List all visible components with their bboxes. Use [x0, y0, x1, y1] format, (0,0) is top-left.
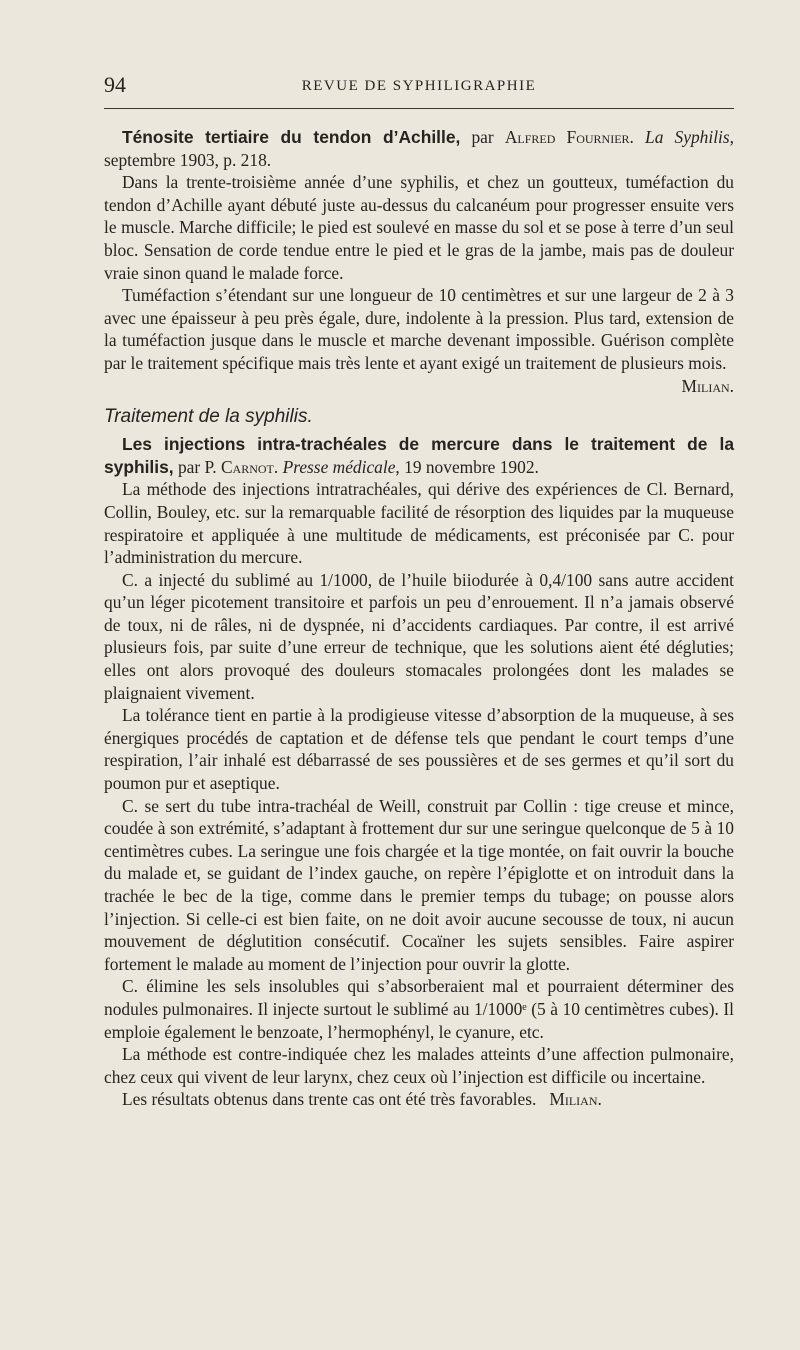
article-2-title: Les injections intra-trachéales de mercure dans le traitement de la syphilis, — [104, 434, 734, 477]
article-1-author: Alfred Fournier — [504, 127, 630, 147]
article-1-signature: Milian. — [681, 375, 734, 396]
article-2-heading — [104, 433, 734, 478]
header-rule — [104, 108, 734, 109]
article-2-by-end: . — [273, 456, 283, 477]
article-2-author: Carnot — [220, 456, 274, 477]
page-number: 94 — [104, 72, 126, 97]
article-1-title: Ténosite tertiaire du tendon d’Achille, — [122, 127, 461, 147]
page-body — [104, 126, 734, 1111]
article-1-heading: Ténosite tertiaire du tendon d’Achille, par Alfred Fournier. La Syphilis, septembre 1903, p. 218. — [104, 127, 734, 170]
article-2-signature: Milian. — [549, 1089, 602, 1110]
page-header — [104, 70, 734, 100]
article-2-paragraph-4: C. se sert du tube intra-trachéal de Weill, construit par Collin : tige creuse et mince, coudée à son extrémité, s’adaptant à frottement dur sur une seringue quelconque de 5 à 10 centimètres cubes. La seringue une fois chargée et la tige montée, on fait ouvrir la bouche du malade et, se guidant de l’index gauche, on repère l’épiglotte et on introduit dans la trachée le bec de la tige, comme dans le premier temps du tubage; on pousse alors l’injection. Si celle-ci est bien faite, on ne doit avoir aucune secousse de toux, ni aucun mouvement de déglutition consécutif. Cocaïner les sujets sensibles. Faire aspirer fortement le malade au moment de l’injection pour ouvrir la glotte. — [104, 795, 734, 974]
running-title: REVUE DE SYPHILIGRAPHIE — [301, 78, 537, 94]
article-2-journal: Presse médicale — [282, 456, 396, 477]
article-2-paragraph-5: C. élimine les sels insolubles qui s’absorberaient mal et pourraient déterminer des nodules pulmonaires. Il injecte surtout le sublimé au 1/1000ᵉ (5 à 10 centimètres cubes). Il emploie également le benzoate, l’hermophényl, le cyanure, etc. — [104, 976, 734, 1042]
article-2-citation: , 19 novembre 1902. — [395, 456, 539, 477]
section-heading: Traitement de la syphilis. — [104, 406, 313, 428]
article-2-paragraph-6: La méthode est contre-indiquée chez les malades atteints d’une affection pulmonaire, chez ceux qui vivent de leur larynx, chez ceux où l’injection est difficile ou incertaine. — [104, 1044, 734, 1087]
article-1-paragraph-2-text: Tuméfaction s’étendant sur une longueur de 10 centimètres et sur une largeur de 2 à 3 avec une épaisseur à peu près égale, dure, indolente à la pression. Plus tard, extension de la tuméfaction jusque dans le muscle et marche devenant impossible. Guérison complète par le traitement spécifique mais très lente et ayant exigé un traitement de plusieurs mois. — [104, 285, 734, 373]
article-1-paragraph-1: Dans la trente-troisième année d’une syphilis, et chez un goutteux, tuméfaction du tendon d’Achille ayant débuté juste au-dessus du calcanéum pour progresser ensuite vers le muscle. Marche difficile; le pied est soulevé en masse du sol et se pose à terre d’un seul bloc. Sensation de corde tendue entre le pied et le gras de la jambe, mais pas de douleur vraie sinon quand le malade force. — [104, 172, 734, 283]
article-2-paragraph-3: La tolérance tient en partie à la prodigieuse vitesse d’absorption de la muqueuse, à ses énergiques procédés de captation et de défense tels que pendant le court temps d’une respiration, l’air inhalé est débarrassé de ses poussières et de ses germes et qu’il sort du poumon pur et aseptique. — [104, 705, 734, 794]
article-2-paragraph-2: C. a injecté du sublimé au 1/1000, de l’huile biiodurée à 0,4/100 sans autre accident qu’un léger picotement transitoire et parfois un peu d’enrouement. Il n’a jamais observé de toux, ni de râles, ni de dyspnée, ni d’accidents cardiaques. Par contre, il est arrivé plusieurs fois, par suite d’une erreur de technique, que les solutions aient été dégluties; elles ont alors provoqué des douleurs stomacales prolongées dont les malades se plaignaient vivement. — [104, 569, 734, 703]
article-2-paragraph-1: La méthode des injections intratrachéales, qui dérive des expériences de Cl. Bernard, Collin, Bouley, etc. sur la remarquable facilité de résorption des liquides par la muqueuse respiratoire et appliquée à une multitude de médicaments, est préconisée par C. pour l’administration du mercure. — [104, 479, 734, 568]
article-2-by: par P. — [173, 456, 221, 477]
article-2-paragraph-7 — [104, 1088, 734, 1111]
article-2-paragraph-7-text: Les résultats obtenus dans trente cas ont été très favorables. — [122, 1089, 537, 1110]
article-1-journal: La Syphilis — [645, 127, 730, 147]
article-1-by: par — [460, 127, 505, 147]
article-1-paragraph-2 — [104, 284, 734, 396]
article-1-citation: , septembre 1903, p. 218. — [104, 127, 734, 170]
